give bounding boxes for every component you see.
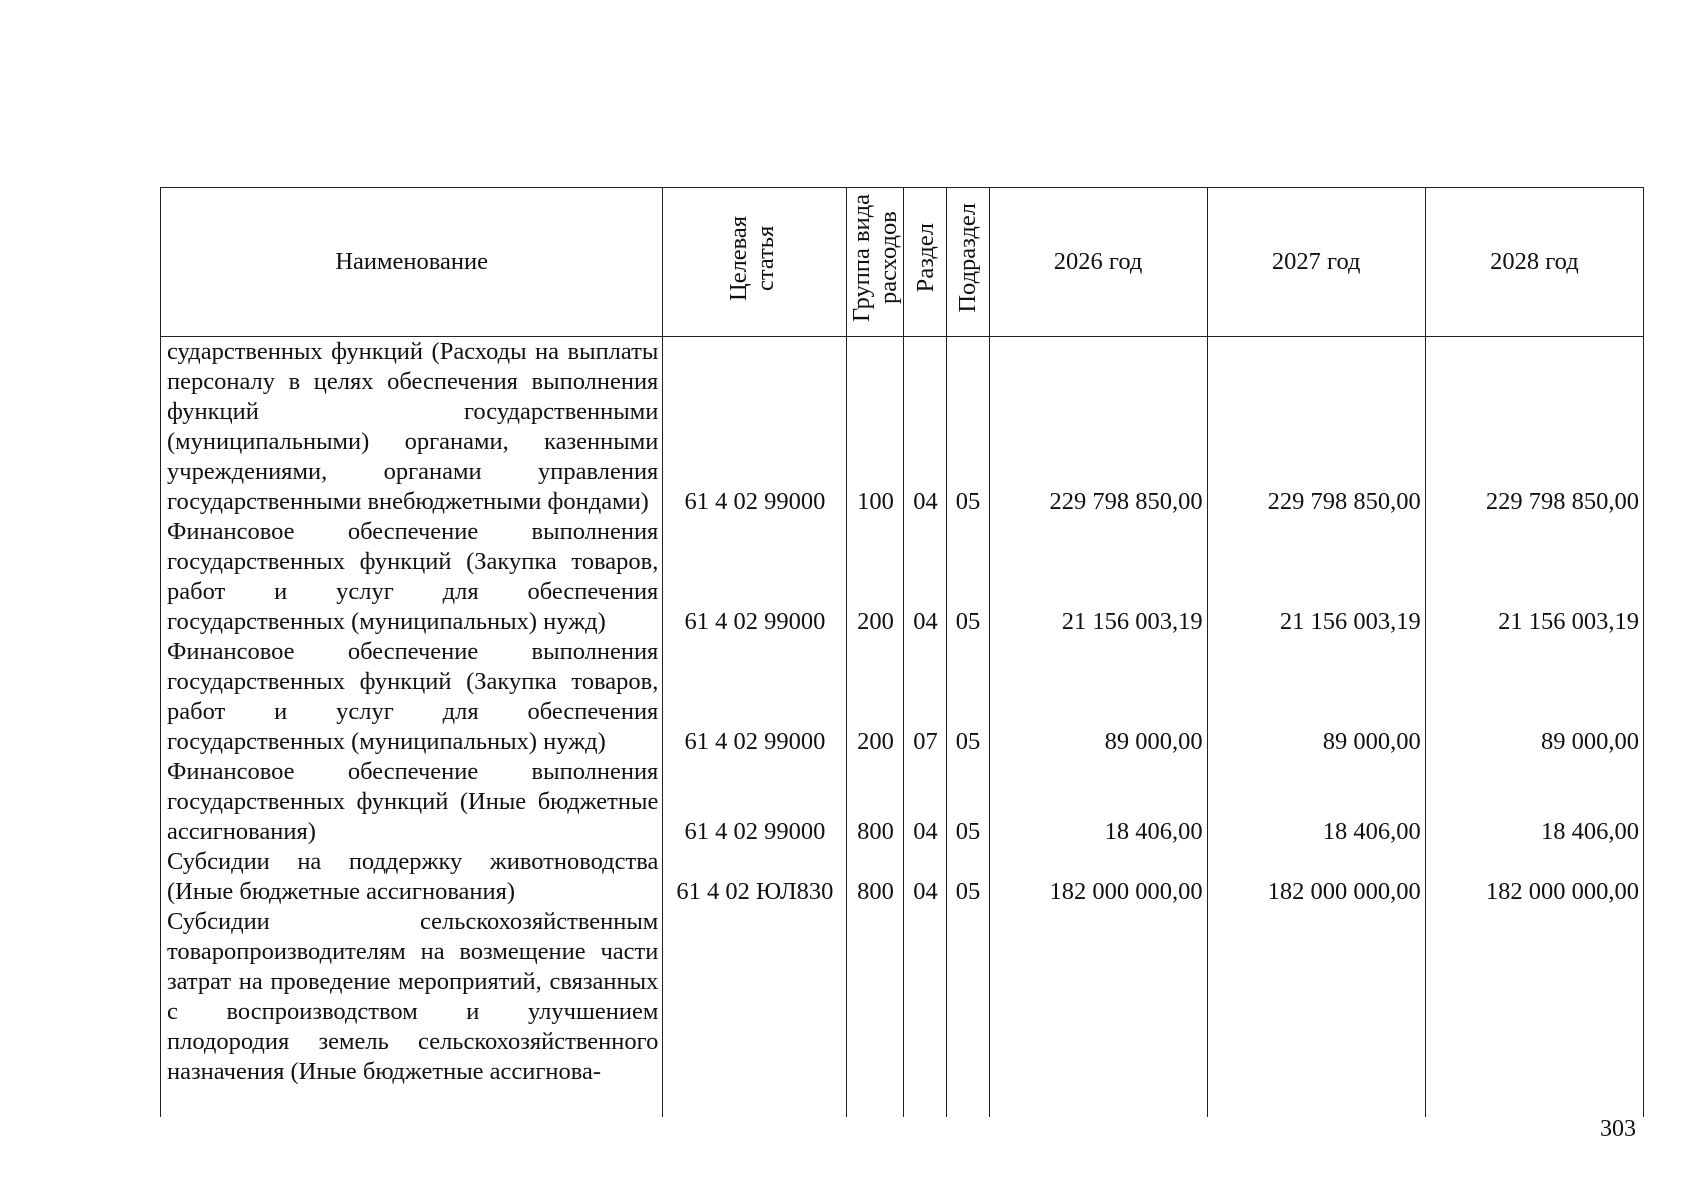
header-expense-group-label: Группа вида расходов: [848, 193, 903, 323]
header-name: Наименование: [161, 188, 663, 337]
row-section: 04: [904, 847, 947, 907]
page-number: 303: [1600, 1116, 1636, 1142]
row-amount-2027: 89 000,00: [1207, 637, 1425, 757]
row-expense-group: 800: [847, 847, 904, 907]
row-amount-2026: [989, 907, 1207, 1117]
row-section: [904, 907, 947, 1117]
row-amount-2028: 229 798 850,00: [1425, 337, 1643, 518]
row-expense-group: 200: [847, 637, 904, 757]
header-expense-group: [847, 188, 904, 337]
row-amount-2026: 182 000 000,00: [989, 847, 1207, 907]
row-amount-2026: 21 156 003,19: [989, 517, 1207, 637]
row-name: Финансовое обеспечение выполнения государственных функций (Закупка товаров, работ и услуг для обеспечения государственных (муниципальных) нужд): [161, 517, 663, 637]
row-amount-2027: [1207, 907, 1425, 1117]
row-amount-2027: 229 798 850,00: [1207, 337, 1425, 518]
row-target-article: 61 4 02 99000: [663, 637, 847, 757]
row-expense-group: [847, 907, 904, 1117]
header-subsection: [947, 188, 989, 337]
table-row: [161, 757, 1644, 847]
row-target-article: 61 4 02 ЮЛ830: [663, 847, 847, 907]
header-section: [904, 188, 947, 337]
header-subsection-label: Подраздел: [954, 203, 982, 313]
row-amount-2026: 18 406,00: [989, 757, 1207, 847]
row-subsection: [947, 907, 989, 1117]
row-amount-2027: 21 156 003,19: [1207, 517, 1425, 637]
row-amount-2028: 89 000,00: [1425, 637, 1643, 757]
header-year-2026: 2026 год: [989, 188, 1207, 337]
row-target-article: 61 4 02 99000: [663, 337, 847, 518]
row-section: 04: [904, 757, 947, 847]
table-row: [161, 517, 1644, 637]
header-target-article-label: Целевая статья: [724, 215, 779, 301]
table-row: [161, 637, 1644, 757]
row-amount-2028: 21 156 003,19: [1425, 517, 1643, 637]
header-target-article: [663, 188, 847, 337]
row-amount-2026: 89 000,00: [989, 637, 1207, 757]
row-target-article: 61 4 02 99000: [663, 757, 847, 847]
header-year-2027: 2027 год: [1207, 188, 1425, 337]
row-expense-group: 200: [847, 517, 904, 637]
row-name: Финансовое обеспечение выполнения государственных функций (Закупка товаров, работ и услуг для обеспечения государственных (муниципальных) нужд): [161, 637, 663, 757]
row-section: 04: [904, 337, 947, 518]
row-amount-2027: 18 406,00: [1207, 757, 1425, 847]
header-year-2028: 2028 год: [1425, 188, 1643, 337]
row-target-article: [663, 907, 847, 1117]
row-amount-2028: 18 406,00: [1425, 757, 1643, 847]
row-name: Субсидии на поддержку животноводства (Иные бюджетные ассигнования): [161, 847, 663, 907]
row-subsection: 05: [947, 757, 989, 847]
row-subsection: 05: [947, 637, 989, 757]
row-name: Финансовое обеспечение выполнения государственных функций (Иные бюджетные ассигнования): [161, 757, 663, 847]
row-amount-2028: [1425, 907, 1643, 1117]
row-amount-2028: 182 000 000,00: [1425, 847, 1643, 907]
row-subsection: 05: [947, 517, 989, 637]
row-subsection: 05: [947, 847, 989, 907]
row-section: 04: [904, 517, 947, 637]
row-name: Субсидии сельскохозяйственным товаропроизводителям на возмещение части затрат на проведение мероприятий, связанных с воспроизводством и улучшением плодородия земель сельскохозяйственного назначения (Иные бюджетные ассигнова-: [161, 907, 663, 1117]
budget-table: [160, 187, 1644, 1117]
row-amount-2026: 229 798 850,00: [989, 337, 1207, 518]
row-subsection: 05: [947, 337, 989, 518]
table-row: [161, 907, 1644, 1117]
header-section-label: Раздел: [911, 223, 939, 293]
table-row: [161, 337, 1644, 518]
row-expense-group: 100: [847, 337, 904, 518]
row-expense-group: 800: [847, 757, 904, 847]
row-name: сударственных функций (Расходы на выплаты персоналу в целях обеспечения выполнения функций государственными (муниципальными) органами, казенными учреждениями, органами управления государственными внебюджетными фондами): [161, 337, 663, 518]
row-section: 07: [904, 637, 947, 757]
table-row: [161, 847, 1644, 907]
row-amount-2027: 182 000 000,00: [1207, 847, 1425, 907]
row-target-article: 61 4 02 99000: [663, 517, 847, 637]
table-header-row: [161, 188, 1644, 337]
